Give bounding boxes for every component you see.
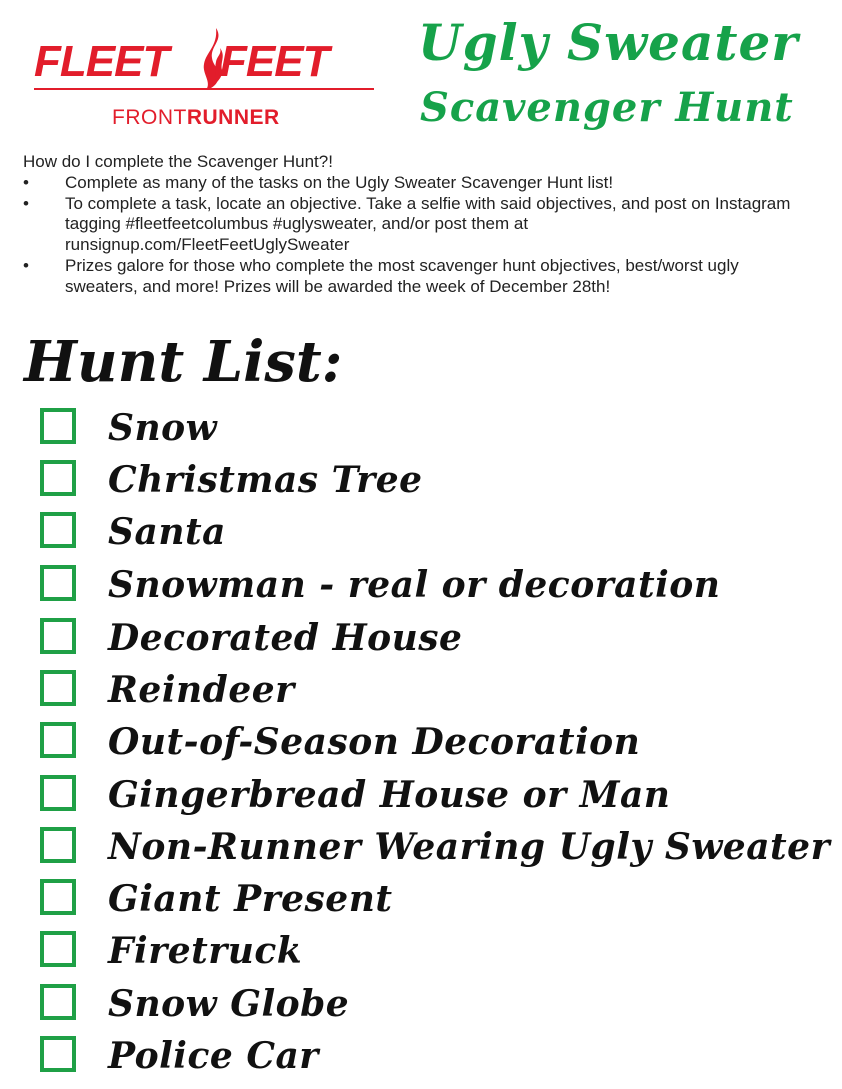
fleet-feet-logo — [34, 26, 384, 136]
instruction-item — [23, 173, 813, 194]
hunt-item-non-runner — [38, 823, 831, 875]
checkbox[interactable] — [40, 984, 76, 1020]
bullet-icon: • — [23, 255, 29, 275]
hunt-item-label: Gingerbread House or Man — [108, 774, 671, 816]
checkbox[interactable] — [40, 460, 76, 496]
hunt-item-gingerbread — [38, 771, 828, 823]
page-title-line2: Scavenger Hunt — [420, 84, 794, 131]
hunt-item-label: Out-of-Season Decoration — [108, 721, 641, 763]
hunt-item-label: Giant Present — [108, 878, 393, 920]
hunt-item-label: Decorated House — [108, 617, 463, 659]
hunt-item-giant-present — [38, 875, 828, 927]
instructions — [23, 152, 813, 298]
logo-tagline — [112, 106, 280, 130]
hunt-item-label: Snow — [108, 407, 218, 449]
hunt-item-snowman — [38, 561, 828, 613]
checkbox[interactable] — [40, 827, 76, 863]
hunt-item-label: Christmas Tree — [108, 459, 423, 501]
tagline-front: FRONT — [112, 106, 187, 129]
hunt-item-label: Police Car — [108, 1035, 319, 1077]
checkbox[interactable] — [40, 775, 76, 811]
checkbox[interactable] — [40, 512, 76, 548]
checkbox[interactable] — [40, 1036, 76, 1072]
bullet-icon: • — [23, 172, 29, 192]
hunt-item-label: Non-Runner Wearing Ugly Sweater — [108, 826, 831, 868]
hunt-item-snow-globe — [38, 980, 828, 1032]
hunt-list-heading: Hunt List: — [24, 329, 343, 395]
hunt-item-santa — [38, 508, 828, 560]
hunt-item-reindeer — [38, 666, 828, 718]
hunt-item-label: Firetruck — [108, 930, 303, 972]
hunt-item-decorated-house — [38, 614, 828, 666]
page-title-line1: Ugly Sweater — [418, 13, 799, 72]
hunt-item-police-car — [38, 1032, 828, 1084]
logo-divider — [34, 88, 374, 90]
logo-brand-left: FLEET — [34, 37, 169, 86]
hunt-item-label: Snow Globe — [108, 983, 350, 1025]
hunt-item-out-of-season — [38, 718, 828, 770]
hunt-item-label: Reindeer — [108, 669, 295, 711]
instructions-list — [23, 173, 813, 298]
logo-brand-right: FEET — [220, 37, 329, 86]
instructions-question: How do I complete the Scavenger Hunt?! — [23, 152, 333, 171]
checkbox[interactable] — [40, 565, 76, 601]
hunt-item-snow — [38, 404, 828, 456]
checkbox[interactable] — [40, 408, 76, 444]
checkbox[interactable] — [40, 931, 76, 967]
tagline-runner: RUNNER — [186, 106, 280, 129]
checkbox[interactable] — [40, 618, 76, 654]
hunt-item-label: Santa — [108, 511, 226, 553]
hunt-item-label: Snowman - real or decoration — [108, 564, 721, 606]
checkbox[interactable] — [40, 670, 76, 706]
instruction-item — [23, 256, 813, 298]
bullet-icon: • — [23, 193, 29, 213]
instruction-text: To complete a task, locate an objective. Take a selfie with said objectives, and post on Instagram tagging #fleetfeetcolumbus #uglysweater, and/or post them at runsignup.com/FleetFeetUglySweater — [65, 193, 791, 255]
instruction-item — [23, 194, 813, 256]
checkbox[interactable] — [40, 722, 76, 758]
instruction-text: Complete as many of the tasks on the Ugly Sweater Scavenger Hunt list! — [65, 172, 614, 192]
hunt-item-firetruck — [38, 927, 828, 979]
instruction-text: Prizes galore for those who complete the most scavenger hunt objectives, best/worst ugly sweaters, and more! Prizes will be awarded the week of December 28th! — [65, 255, 739, 296]
hunt-item-christmas-tree — [38, 456, 828, 508]
checkbox[interactable] — [40, 879, 76, 915]
